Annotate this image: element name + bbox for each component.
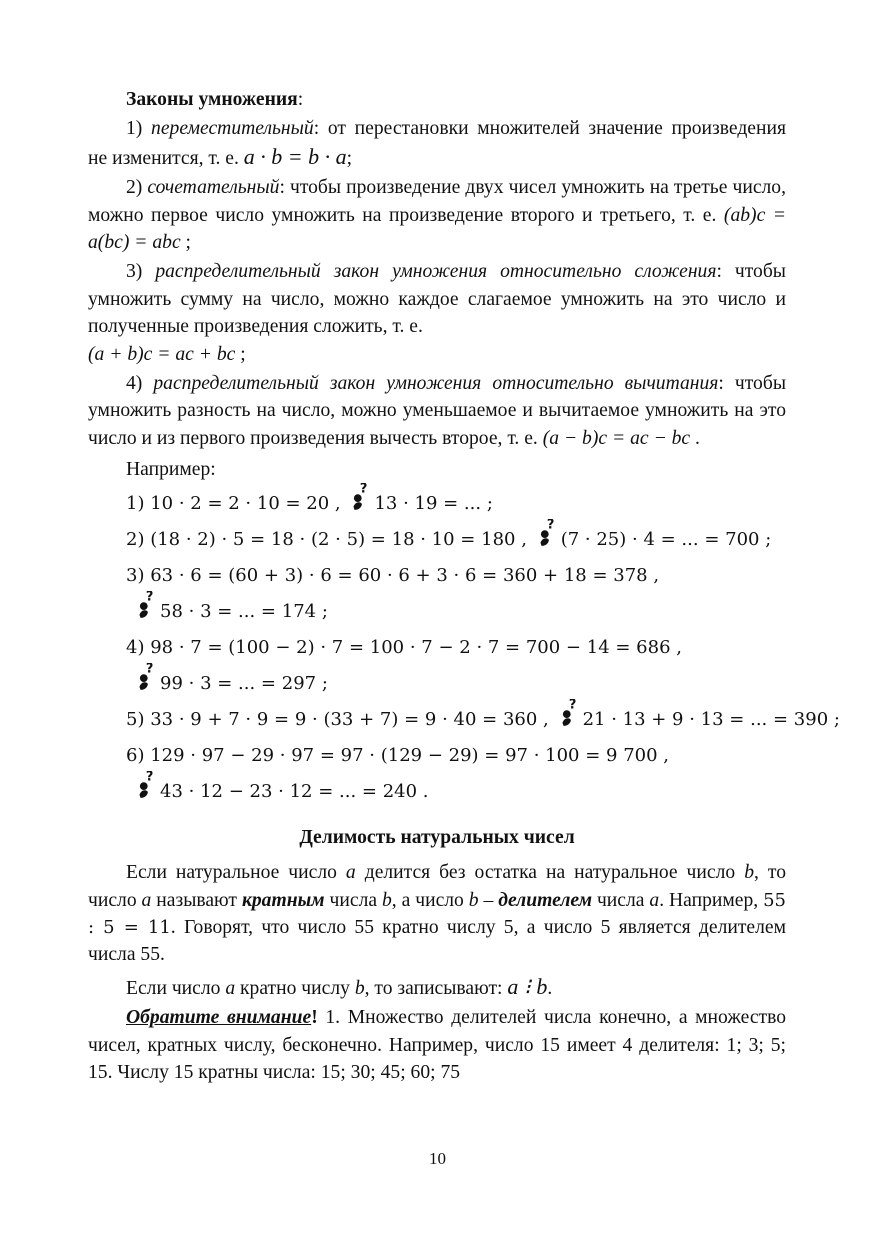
law-1-text: : от перестановки множителей значение произведения не изменится, т. е. bbox=[88, 118, 786, 169]
law-2-end: ; bbox=[180, 232, 191, 254]
var-b: b bbox=[354, 977, 365, 999]
div-p1-g: – bbox=[478, 889, 499, 911]
law-4 bbox=[88, 370, 786, 452]
example-4-task-line bbox=[88, 666, 786, 702]
example-4-task: 99 · 3 = ... = 297 ; bbox=[160, 672, 328, 694]
law-4-text: : чтобы умножить разность на число, можно уменьшаемое и вычитаемое умножить на это число и из первого произведения вычесть второе, т. е. bbox=[88, 373, 786, 449]
laws-heading bbox=[88, 86, 786, 113]
div-p1-formula: 55 : 5 = 11 bbox=[88, 889, 787, 938]
example-5-task: 21 · 13 + 9 · 13 = ... = 390 ; bbox=[582, 708, 840, 730]
var-b: b bbox=[381, 889, 392, 911]
example-4 bbox=[88, 630, 786, 666]
law-4-number: 4) bbox=[126, 373, 154, 395]
thinker-icon bbox=[537, 525, 559, 547]
div-p1-j: . Говорят, что число 55 кратно числу 5, а число 5 является делителем числа 55. bbox=[88, 916, 786, 966]
example-2-task: (7 · 25) · 4 = ... = 700 ; bbox=[560, 528, 772, 550]
example-2 bbox=[88, 522, 786, 558]
divisibility-heading: Делимость натуральных чисел bbox=[299, 826, 575, 848]
example-1-text: 1) 10 · 2 = 2 · 10 = 20 , bbox=[126, 492, 341, 514]
var-a: a bbox=[649, 889, 660, 911]
example-6 bbox=[88, 738, 786, 774]
term-divisor: делителем bbox=[498, 889, 593, 911]
thinker-icon bbox=[136, 669, 158, 691]
laws-title-colon: : bbox=[297, 89, 304, 110]
thinker-icon bbox=[136, 777, 158, 799]
law-3-number: 3) bbox=[126, 261, 156, 283]
div-p2-c: , то записывают: bbox=[364, 977, 508, 999]
law-2 bbox=[88, 174, 786, 256]
page-number: 10 bbox=[429, 1149, 446, 1168]
attention-label: Обратите внимание bbox=[126, 1007, 312, 1029]
div-p1-i: . Например, bbox=[659, 889, 764, 911]
div-p2-b: кратно числу bbox=[235, 977, 355, 999]
term-multiple: кратным bbox=[241, 889, 325, 911]
law-2-text: : чтобы произведение двух чисел умножить на третье число, можно первое число умножить на произведение второго и третьего, т. е. bbox=[88, 177, 786, 226]
example-5 bbox=[88, 702, 840, 738]
div-p1-c: , то число bbox=[88, 862, 786, 911]
div-p2-end: . bbox=[547, 977, 553, 999]
example-6-task: 43 · 12 − 23 · 12 = ... = 240 . bbox=[160, 780, 429, 802]
law-1-number: 1) bbox=[126, 118, 152, 140]
var-b: b bbox=[468, 889, 479, 911]
law-2-formula: (ab)c = a(bc) = abc bbox=[88, 204, 787, 254]
law-2-number: 2) bbox=[126, 177, 148, 199]
example-2-text: 2) (18 · 2) · 5 = 18 · (2 · 5) = 18 · 10 = 180 , bbox=[126, 528, 527, 550]
page-content bbox=[88, 86, 840, 1088]
example-1-task: 13 · 19 = ... ; bbox=[374, 492, 493, 514]
thinker-icon bbox=[350, 489, 372, 511]
div-p3-text: 1. Множество делителей числа конечно, а множество чисел, кратных числу, бесконечно. Например, число 15 имеет 4 делителя: 1; 3; 5; 15. Числу 15 кратны числа: 15; 30; 45; 60; 75 bbox=[88, 1007, 786, 1083]
var-a: a bbox=[225, 977, 236, 999]
law-1 bbox=[88, 115, 786, 172]
var-a: a bbox=[141, 889, 152, 911]
example-3 bbox=[88, 558, 786, 594]
div-p1-e: числа bbox=[324, 889, 382, 911]
law-3 bbox=[88, 258, 786, 368]
law-2-name: сочетательный bbox=[147, 177, 280, 199]
example-3-text: 3) 63 · 6 = (60 + 3) · 6 = 60 · 6 + 3 · 6 = 360 + 18 = 378 , bbox=[126, 564, 660, 586]
div-p1-a: Если натуральное число bbox=[126, 862, 346, 884]
example-1 bbox=[88, 486, 786, 522]
law-1-formula: a · b = b · a bbox=[243, 143, 347, 169]
thinker-icon bbox=[136, 597, 158, 619]
example-4-text: 4) 98 · 7 = (100 − 2) · 7 = 100 · 7 − 2 · 7 = 700 − 14 = 686 , bbox=[126, 636, 682, 658]
thinker-icon bbox=[559, 705, 581, 727]
divisibility-paragraph-3 bbox=[88, 1004, 786, 1086]
div-p2-a: Если число bbox=[126, 977, 226, 999]
example-6-text: 6) 129 · 97 − 29 · 97 = 97 · (129 − 29) = 97 · 100 = 9 700 , bbox=[126, 744, 669, 766]
law-4-formula: (a − b)c = ac − bc bbox=[542, 427, 691, 449]
examples-intro: Например: bbox=[126, 459, 216, 481]
div-p1-b: делится без остатка на натуральное число bbox=[355, 862, 745, 884]
example-3-task: 58 · 3 = ... = 174 ; bbox=[160, 600, 328, 622]
divisibility-paragraph-1 bbox=[88, 859, 786, 969]
var-a: a bbox=[345, 862, 356, 884]
div-p1-d: называют bbox=[151, 889, 242, 911]
div-p1-f: , а число bbox=[391, 889, 469, 911]
divisibility-paragraph-2 bbox=[88, 973, 786, 1002]
law-1-end: ; bbox=[346, 147, 353, 169]
example-5-text: 5) 33 · 9 + 7 · 9 = 9 · (33 + 7) = 9 · 40 = 360 , bbox=[126, 708, 549, 730]
example-3-task-line bbox=[88, 594, 786, 630]
law-3-name: распределительный закон умножения относительно сложения bbox=[155, 261, 717, 283]
law-4-end: . bbox=[690, 427, 700, 449]
laws-title: Законы умножения bbox=[126, 89, 298, 110]
law-3-end: ; bbox=[235, 343, 246, 365]
attention-exclamation: ! bbox=[311, 1007, 318, 1029]
law-1-name: переместительный bbox=[151, 118, 314, 140]
div-p2-formula: a ⁝ b bbox=[507, 973, 548, 999]
law-3-text: : чтобы умножить сумму на число, можно каждое слагаемое умножить на это число и полученные произведения сложить, т. е. bbox=[88, 261, 786, 338]
law-4-name: распределительный закон умножения относительно вычитания bbox=[153, 373, 719, 395]
law-3-formula: (a + b)c = ac + bc bbox=[88, 343, 236, 365]
example-6-task-line bbox=[88, 774, 786, 810]
var-b: b bbox=[744, 862, 754, 884]
div-p1-h: числа bbox=[592, 889, 650, 911]
